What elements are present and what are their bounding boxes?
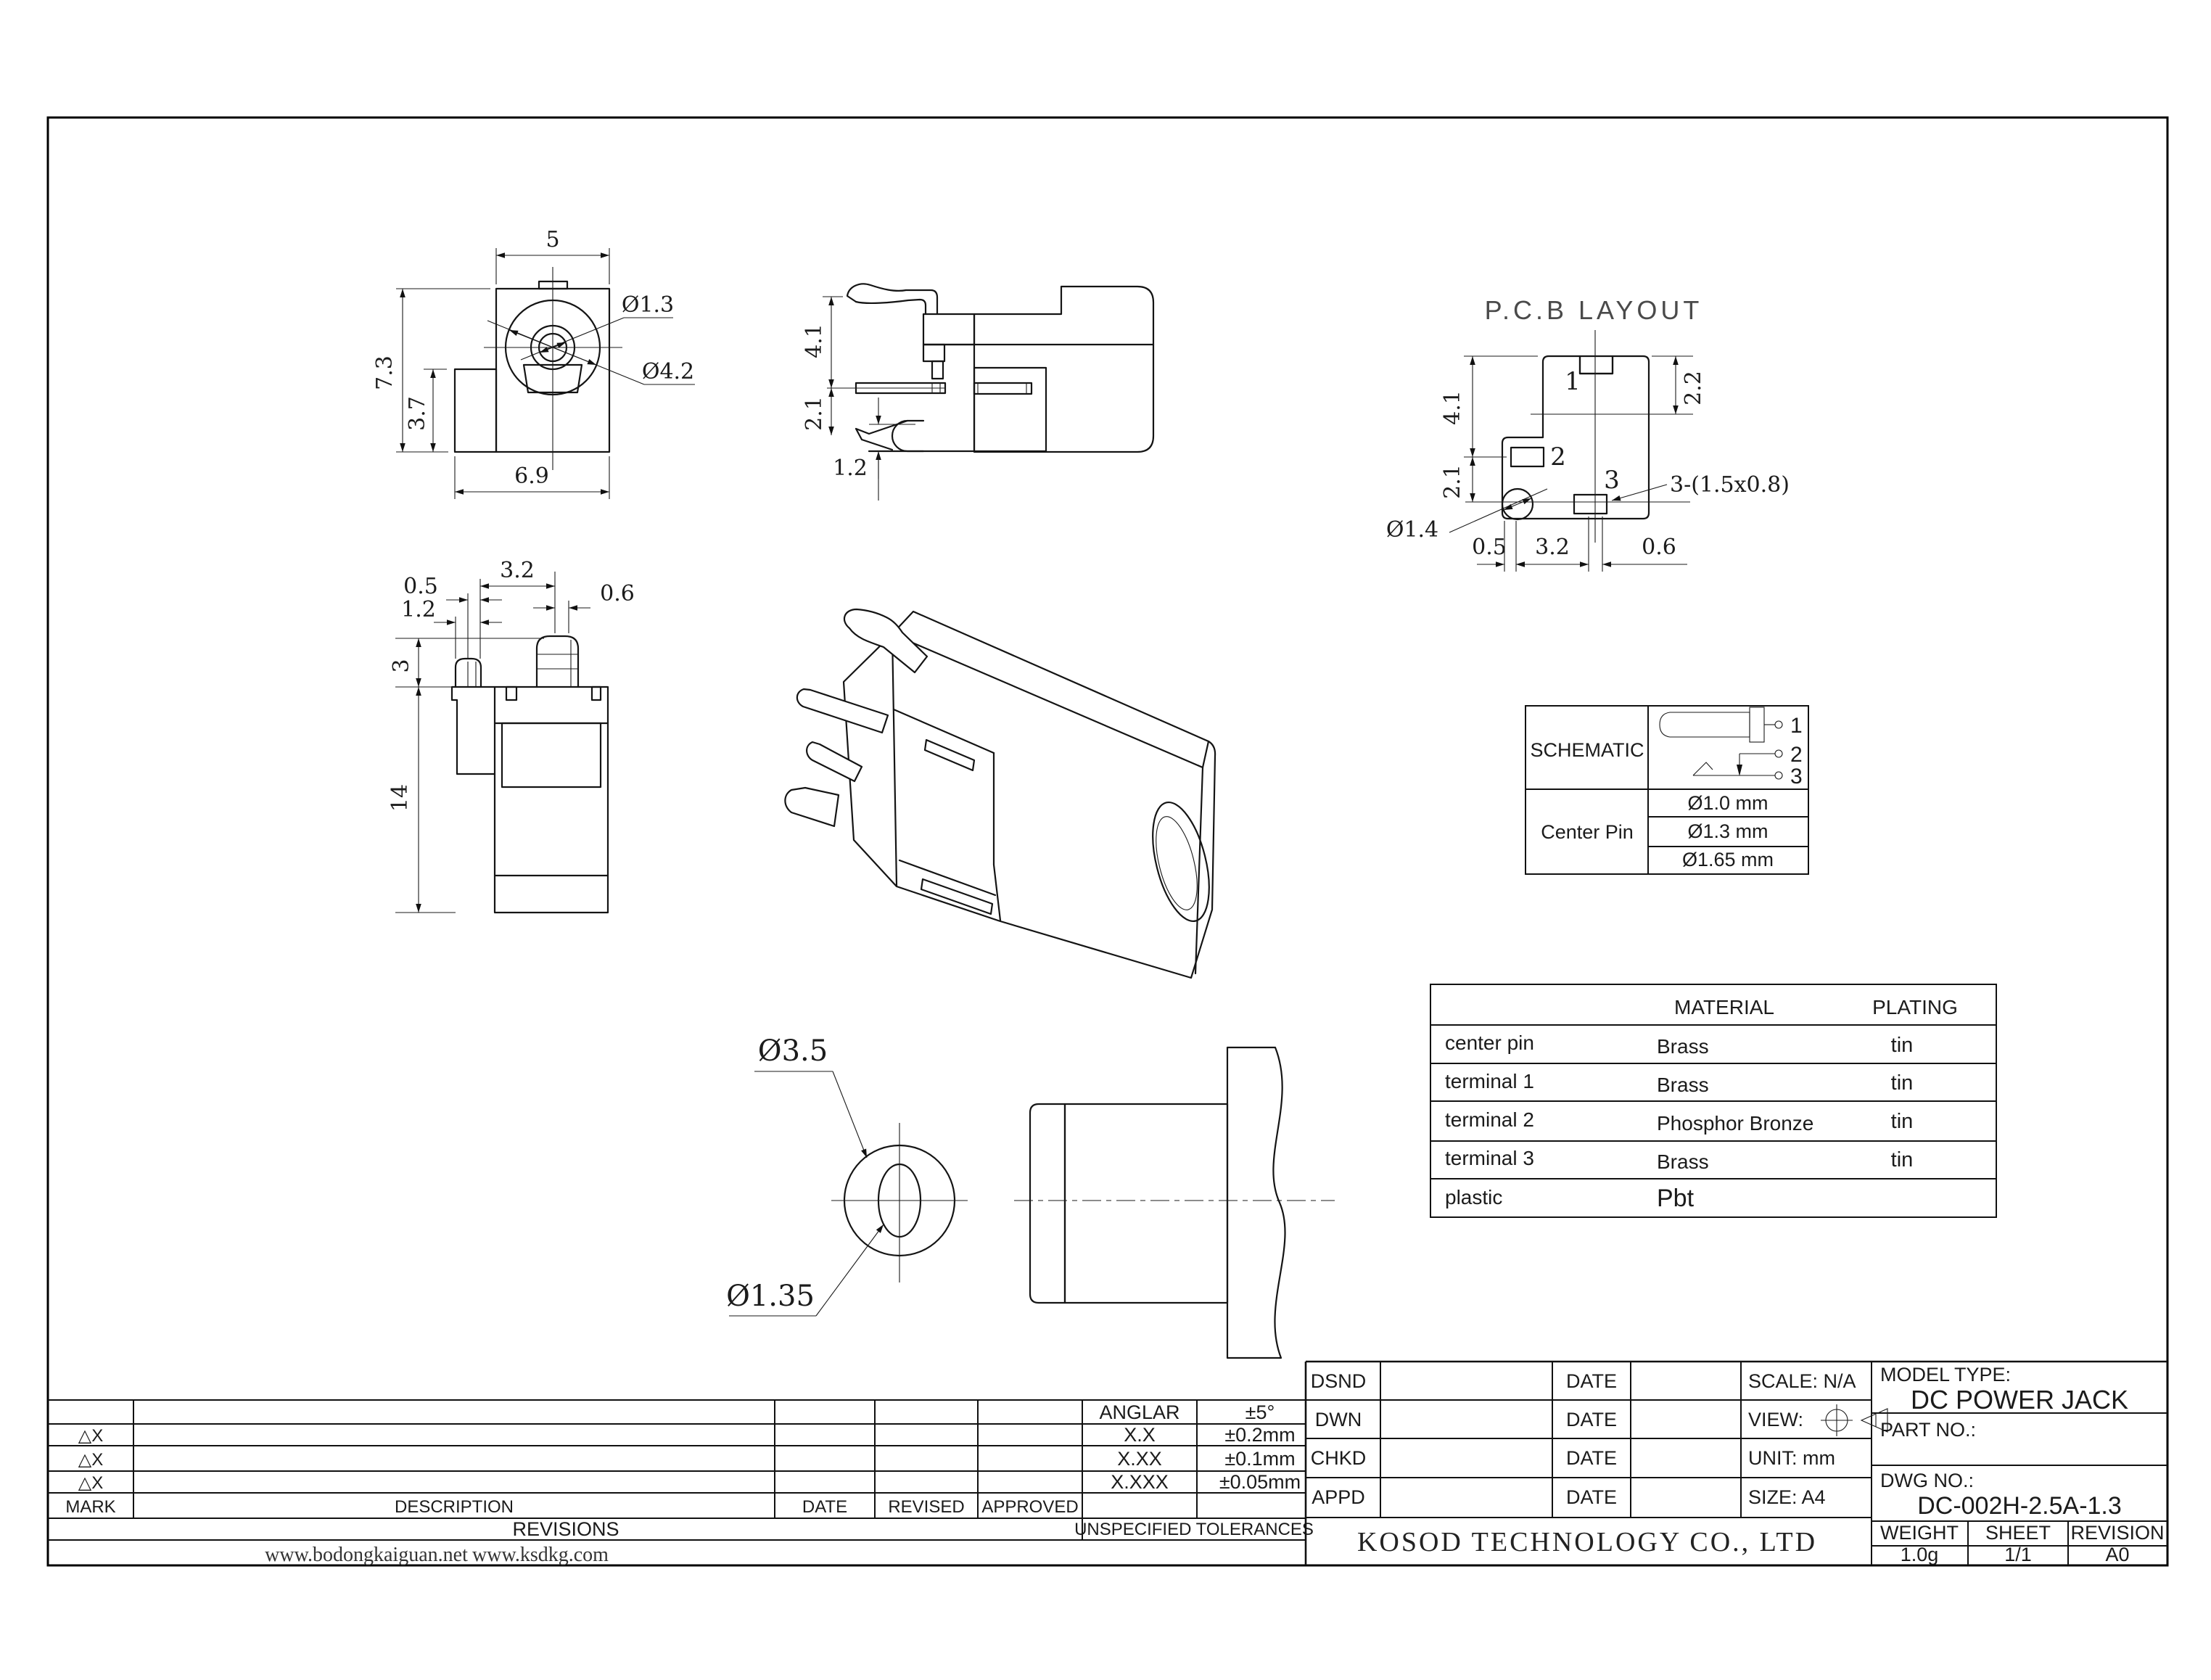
schematic-pin3: 3 xyxy=(1790,765,1803,788)
row-material-0: Brass xyxy=(1657,1035,1709,1058)
side-slot xyxy=(974,383,1032,394)
tol-value-3: ±0.05mm xyxy=(1219,1471,1301,1493)
front-dims xyxy=(372,227,695,499)
material-col-header: MATERIAL xyxy=(1674,996,1774,1018)
center-pin-d3: Ø1.65 mm xyxy=(1681,849,1774,870)
tol-name-0: ANGLAR xyxy=(1099,1401,1180,1423)
pcb-dim-d: 0.5 xyxy=(1472,535,1507,560)
dim-pin-dia: Ø1.3 xyxy=(621,292,675,318)
dim-height: 7.3 xyxy=(372,355,398,390)
scale-label: SCALE: N/A xyxy=(1748,1370,1856,1392)
pcb-dim-b: 2.1 xyxy=(1440,464,1465,499)
left-body-face xyxy=(502,723,601,787)
pcb-dim-a: 4.1 xyxy=(1440,390,1465,425)
plug-body xyxy=(1065,1104,1227,1303)
left-center-pin xyxy=(537,636,578,687)
date-header: DATE xyxy=(802,1497,848,1517)
row-plating-1: tin xyxy=(1890,1071,1914,1095)
pcb-pad2-label: 2 xyxy=(1550,442,1566,472)
side-flange-block xyxy=(923,314,974,345)
center-pin-d2: Ø1.3 mm xyxy=(1687,820,1769,842)
tol-name-1: X.X xyxy=(1124,1424,1156,1446)
side-view xyxy=(802,284,1153,501)
side-pin1-inner xyxy=(856,300,926,314)
pcb-dim-c: 2.2 xyxy=(1681,371,1706,405)
description-header: DESCRIPTION xyxy=(394,1497,514,1517)
dwg-no-label: DWG NO.: xyxy=(1880,1470,1974,1491)
pcb-dim-e: 3.2 xyxy=(1535,535,1570,560)
size-label: SIZE: A4 xyxy=(1748,1486,1826,1508)
row-part-0: center pin xyxy=(1445,1032,1534,1054)
plug-dim-inner: Ø1.35 xyxy=(726,1280,815,1313)
pcb-dims xyxy=(1386,356,1790,572)
side-dims xyxy=(802,297,878,501)
schematic-pin2: 2 xyxy=(1790,743,1803,767)
tol-name-2: X.XX xyxy=(1117,1448,1162,1470)
center-pin-d1: Ø1.0 mm xyxy=(1687,792,1769,814)
dwg-no-value: DC-002H-2.5A-1.3 xyxy=(1917,1492,2122,1520)
pcb-pad1 xyxy=(1580,356,1613,374)
pcb-pad2 xyxy=(1511,448,1544,466)
tol-value-2: ±0.1mm xyxy=(1224,1448,1296,1470)
tol-name-3: X.XXX xyxy=(1111,1471,1169,1493)
weight-label: WEIGHT xyxy=(1880,1522,1959,1544)
weight-value: 1.0g xyxy=(1900,1544,1939,1565)
model-type-value: DC POWER JACK xyxy=(1910,1385,2129,1415)
schematic-symbol xyxy=(1660,707,1803,788)
pcb-dim-f: 0.6 xyxy=(1642,535,1676,560)
pcb-dim-hole: Ø1.4 xyxy=(1386,517,1439,543)
dim-total-width: 6.9 xyxy=(514,464,549,489)
unit-label: UNIT: mm xyxy=(1748,1447,1835,1469)
plug-flange-break xyxy=(1227,1047,1285,1358)
pcb-pad1-label: 1 xyxy=(1565,367,1581,396)
left-side-view xyxy=(387,558,635,913)
chkd-label: CHKD xyxy=(1310,1447,1367,1469)
row-material-3: Brass xyxy=(1657,1150,1709,1173)
projection-symbol-icon xyxy=(1821,1404,1887,1436)
view-label: VIEW: xyxy=(1748,1409,1804,1430)
dwn-label: DWN xyxy=(1314,1409,1362,1430)
iso-pin4 xyxy=(785,788,839,826)
side-step-1 xyxy=(923,345,944,361)
left-dim-f: 14 xyxy=(387,783,413,812)
mark-row-2: △X xyxy=(78,1473,104,1493)
model-type-label: MODEL TYPE: xyxy=(1880,1364,2012,1385)
front-flange-outline xyxy=(455,369,496,452)
row-plating-2: tin xyxy=(1890,1110,1914,1133)
sheet-value: 1/1 xyxy=(2004,1544,2032,1565)
left-dim-c: 0.6 xyxy=(600,581,635,606)
mark-header: MARK xyxy=(65,1497,116,1517)
plating-col-header: PLATING xyxy=(1872,996,1958,1018)
row-part-2: terminal 2 xyxy=(1445,1108,1534,1131)
dim-barrel-dia: Ø4.2 xyxy=(641,359,695,384)
row-material-1: Brass xyxy=(1657,1074,1709,1096)
schematic-table xyxy=(1526,706,1808,874)
row-part-1: terminal 1 xyxy=(1445,1070,1534,1092)
date-label-1: DATE xyxy=(1565,1370,1618,1392)
left-dim-b: 3.2 xyxy=(500,558,535,583)
side-pin3-tip xyxy=(856,421,907,450)
revised-header: REVISED xyxy=(888,1497,965,1517)
pcb-pad3-label: 3 xyxy=(1604,466,1620,495)
left-dim-e: 3 xyxy=(389,659,414,673)
tolerances-title: UNSPECIFIED TOLERANCES xyxy=(1074,1520,1314,1539)
approved-header: APPROVED xyxy=(981,1497,1079,1517)
mark-row-1: △X xyxy=(78,1450,104,1470)
pcb-title: P.C.B LAYOUT xyxy=(1484,295,1703,325)
dim-width: 5 xyxy=(545,227,560,252)
side-pin3-hook xyxy=(892,421,923,451)
pcb-layout-view xyxy=(1386,295,1790,572)
part-no-label: PART NO.: xyxy=(1880,1419,1977,1441)
website-2: www.ksdkg.com xyxy=(472,1544,609,1566)
dsnd-label: DSND xyxy=(1310,1370,1367,1392)
title-block xyxy=(1306,1362,2167,1565)
tol-value-1: ±0.2mm xyxy=(1224,1424,1296,1446)
sheet-label: SHEET xyxy=(1985,1522,2051,1544)
left-small-body xyxy=(452,687,495,774)
side-dim-c: 1.2 xyxy=(833,456,868,481)
center-pin-label: Center Pin xyxy=(1541,821,1634,843)
plug-dim-outer: Ø3.5 xyxy=(757,1034,828,1068)
left-dim-d: 1.2 xyxy=(401,597,436,622)
left-main-body xyxy=(495,687,608,913)
row-plating-3: tin xyxy=(1890,1148,1914,1172)
row-part-3: terminal 3 xyxy=(1445,1147,1534,1169)
iso-body-silhouette xyxy=(844,612,1215,978)
side-inner-block xyxy=(974,368,1046,451)
side-dim-a: 4.1 xyxy=(802,324,827,358)
side-step-2 xyxy=(932,361,943,379)
row-plating-0: tin xyxy=(1890,1034,1914,1057)
revisions-title: REVISIONS xyxy=(512,1518,619,1540)
row-material-2: Phosphor Bronze xyxy=(1657,1112,1814,1135)
left-dims xyxy=(387,558,635,913)
front-view xyxy=(372,227,695,499)
schematic-pin1: 1 xyxy=(1790,714,1803,738)
side-body-outline xyxy=(974,287,1153,452)
company-name: KOSOD TECHNOLOGY CO., LTD xyxy=(1356,1527,1818,1557)
row-part-4: plastic xyxy=(1445,1186,1503,1208)
side-dim-b: 2.1 xyxy=(802,396,827,431)
material-table xyxy=(1430,984,1996,1217)
schematic-label: SCHEMATIC xyxy=(1530,739,1644,761)
plug-knurled-tip xyxy=(1030,1104,1065,1303)
revision-value: A0 xyxy=(2105,1544,2130,1565)
revision-label: REVISION xyxy=(2070,1522,2165,1544)
isometric-view xyxy=(785,609,1219,978)
pcb-dim-pads: 3-(1.5x0.8) xyxy=(1670,472,1790,498)
website-1: www.bodongkaiguan.net xyxy=(265,1544,468,1566)
plug-views xyxy=(726,1034,1335,1358)
dim-flange: 3.7 xyxy=(405,396,430,431)
left-dim-a: 0.5 xyxy=(403,574,438,599)
pcb-pad3 xyxy=(1574,495,1607,514)
row-material-4: Pbt xyxy=(1657,1185,1695,1212)
date-label-4: DATE xyxy=(1565,1486,1618,1508)
tol-value-0: ±5° xyxy=(1245,1401,1275,1423)
date-label-3: DATE xyxy=(1565,1447,1618,1469)
appd-label: APPD xyxy=(1312,1486,1365,1508)
mark-row-0: △X xyxy=(78,1426,104,1446)
date-label-2: DATE xyxy=(1565,1409,1618,1430)
side-pin1-outer xyxy=(847,284,937,314)
